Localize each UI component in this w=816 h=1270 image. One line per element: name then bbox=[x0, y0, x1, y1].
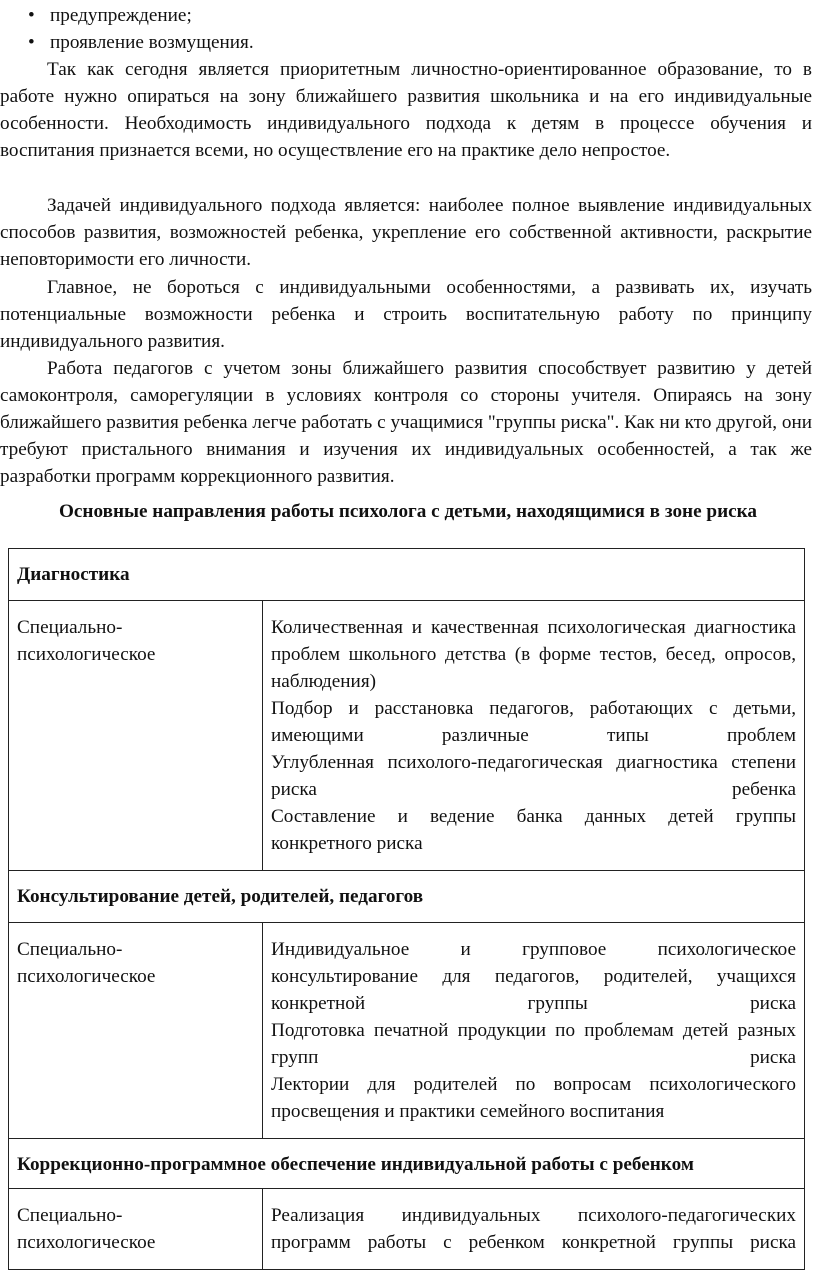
row-content bbox=[263, 923, 805, 1139]
paragraph-2: Задачей индивидуального подхода является: наиболее полное выявление индивидуальных способов развития, возможностей ребенка, укрепление его собственной активности, раскрытие неповторимости его личности. bbox=[0, 195, 812, 270]
section-heading: Основные направления работы психолога с детьми, находящимися в зоне риска bbox=[58, 501, 758, 522]
content-row bbox=[9, 601, 805, 871]
content-row bbox=[9, 1189, 805, 1270]
list-item: Углубленная психолого-педагогическая диагностика степени риска ребенка bbox=[271, 752, 797, 800]
row-label: Специально-психологическое bbox=[9, 601, 263, 871]
row-label: Специально-психологическое bbox=[9, 1189, 263, 1270]
row-content bbox=[263, 1189, 805, 1270]
section-row bbox=[9, 1139, 805, 1189]
content-row bbox=[9, 923, 805, 1139]
list-item: Подбор и расстановка педагогов, работающих с детьми, имеющими различные типы проблем bbox=[271, 698, 797, 746]
paragraph-1: Так как сегодня является приоритетным личностно-ориентированное образование, то в работе нужно опираться на зону ближайшего развития школьника и на его индивидуальные особенности. Необходимость индивидуального подхода к детям в процессе обучения и воспитания признается всеми, но осуществление его на практике дело непростое. bbox=[0, 59, 812, 161]
bullet-item: • предупреждение; bbox=[28, 2, 192, 29]
list-item: Реализация индивидуальных психолого-педагогических программ работы с ребенком конкретной группы риска bbox=[271, 1205, 797, 1253]
section-title: Диагностика bbox=[9, 549, 805, 601]
list-item: Составление и ведение банка данных детей группы конкретного риска bbox=[271, 806, 797, 854]
list-item: Подготовка печатной продукции по проблемам детей разных групп риска bbox=[271, 1020, 797, 1068]
bullet-icon: • bbox=[28, 5, 35, 26]
section-title: Коррекционно-программное обеспечение индивидуальной работы с ребенком bbox=[9, 1139, 805, 1189]
list-item: Индивидуальное и групповое психологическое консультирование для педагогов, родителей, учащихся конкретной группы риска bbox=[271, 939, 797, 1014]
row-content bbox=[263, 601, 805, 871]
paragraph-4: Работа педагогов с учетом зоны ближайшего развития способствует развитию у детей самоконтроля, саморегуляции в условиях контроля со стороны учителя. Опираясь на зону ближайшего развития ребенка легче работать с учащимися "группы риска". Как ни кто другой, они требуют пристального внимания и изучения их индивидуальных особенностей, а так же разработки программ коррекционного развития. bbox=[0, 358, 812, 487]
section-title: Консультирование детей, родителей, педагогов bbox=[9, 871, 805, 923]
paragraph-3: Главное, не бороться с индивидуальными особенностями, а развивать их, изучать потенциальные возможности ребенка и строить воспитательную работу по принципу индивидуального развития. bbox=[0, 277, 812, 352]
directions-table bbox=[8, 548, 805, 1270]
section-row bbox=[9, 871, 805, 923]
bullet-icon: • bbox=[28, 32, 35, 53]
list-item: Лектории для родителей по вопросам психологического просвещения и практики семейного воспитания bbox=[271, 1074, 797, 1122]
row-label: Специально-психологическое bbox=[9, 923, 263, 1139]
section-row bbox=[9, 549, 805, 601]
bullet-item: • проявление возмущения. bbox=[28, 29, 254, 56]
list-item: Количественная и качественная психологическая диагностика проблем школьного детства (в форме тестов, бесед, опросов, наблюдения) bbox=[271, 617, 797, 692]
